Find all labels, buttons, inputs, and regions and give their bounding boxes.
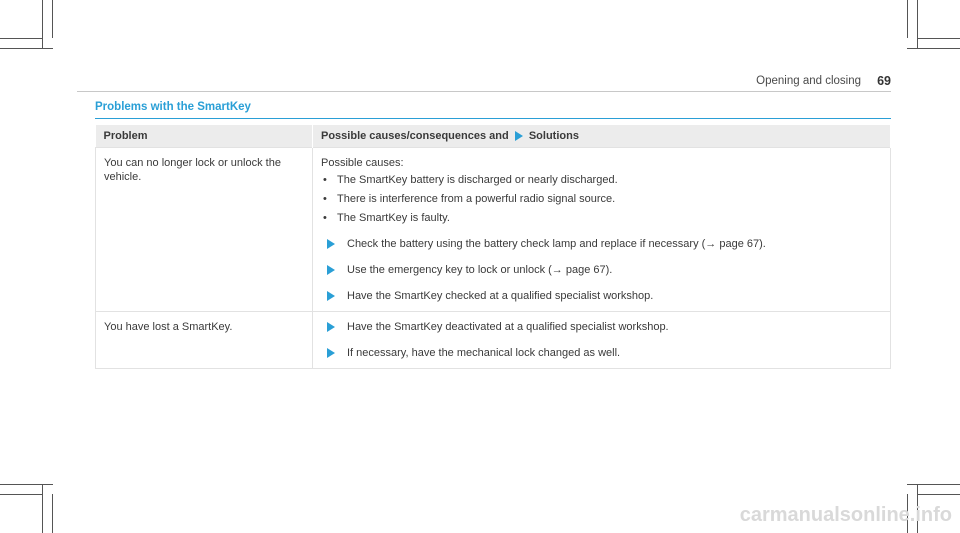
page-header: [77, 72, 891, 92]
section-title: Opening and closing: [756, 75, 861, 87]
crop-mark: [907, 484, 960, 485]
action-arrow-icon: [515, 131, 523, 141]
crop-mark: [52, 494, 53, 533]
action-arrow-icon: [327, 322, 335, 332]
problem-cell: You have lost a SmartKey.: [96, 312, 313, 369]
crop-mark: [917, 494, 960, 495]
list-item: • There is interference from a powerful radio signal source.: [321, 192, 882, 206]
header-solutions-label: Solutions: [528, 130, 579, 142]
header-causes-label: Possible causes/consequences and: [321, 130, 509, 142]
solution-text: Have the SmartKey deactivated at a qualified specialist workshop.: [347, 321, 669, 333]
solution-step: [321, 237, 882, 251]
solution-step: [321, 289, 882, 303]
header-causes: [313, 125, 891, 148]
action-arrow-icon: [327, 348, 335, 358]
solution-text: Check the battery using the battery check lamp and replace if necessary (→ page 67).: [347, 238, 766, 250]
crop-mark: [907, 0, 908, 38]
causes-intro: Possible causes:: [321, 157, 404, 169]
causes-cell: [313, 312, 891, 369]
solution-text: Have the SmartKey checked at a qualified specialist workshop.: [347, 290, 654, 302]
heading-divider: [95, 118, 891, 119]
solution-text: Use the emergency key to lock or unlock (→ page 67).: [347, 264, 613, 276]
solution-text: If necessary, have the mechanical lock changed as well.: [347, 347, 621, 359]
header-divider: [77, 91, 891, 92]
table-row: [96, 312, 891, 369]
list-item: • The SmartKey is faulty.: [321, 211, 882, 225]
list-item: • The SmartKey battery is discharged or nearly discharged.: [321, 173, 882, 187]
crop-mark: [0, 38, 43, 39]
solution-step: [321, 346, 882, 360]
action-arrow-icon: [327, 291, 335, 301]
problems-table: [95, 125, 891, 369]
crop-mark: [0, 484, 53, 485]
solutions-list: [321, 320, 882, 360]
crop-mark: [0, 494, 43, 495]
page-number: 69: [877, 74, 891, 88]
causes-cell: [313, 148, 891, 312]
crop-mark: [42, 0, 43, 49]
crop-mark: [0, 48, 53, 49]
crop-mark: [52, 0, 53, 38]
causes-list: [321, 173, 882, 225]
crop-mark: [42, 484, 43, 533]
crop-mark: [907, 48, 960, 49]
table-header-row: [96, 125, 891, 148]
action-arrow-icon: [327, 239, 335, 249]
problem-cell: You can no longer lock or unlock the vehicle.: [96, 148, 313, 312]
solutions-list: [321, 237, 882, 303]
crop-mark: [917, 0, 918, 49]
solution-step: [321, 263, 882, 277]
table-row: [96, 148, 891, 312]
crop-mark: [917, 38, 960, 39]
action-arrow-icon: [327, 265, 335, 275]
section-heading: Problems with the SmartKey: [95, 101, 251, 113]
watermark: carmanualsonline.info: [739, 504, 952, 526]
header-problem: Problem: [96, 125, 313, 148]
solution-step: [321, 320, 882, 334]
